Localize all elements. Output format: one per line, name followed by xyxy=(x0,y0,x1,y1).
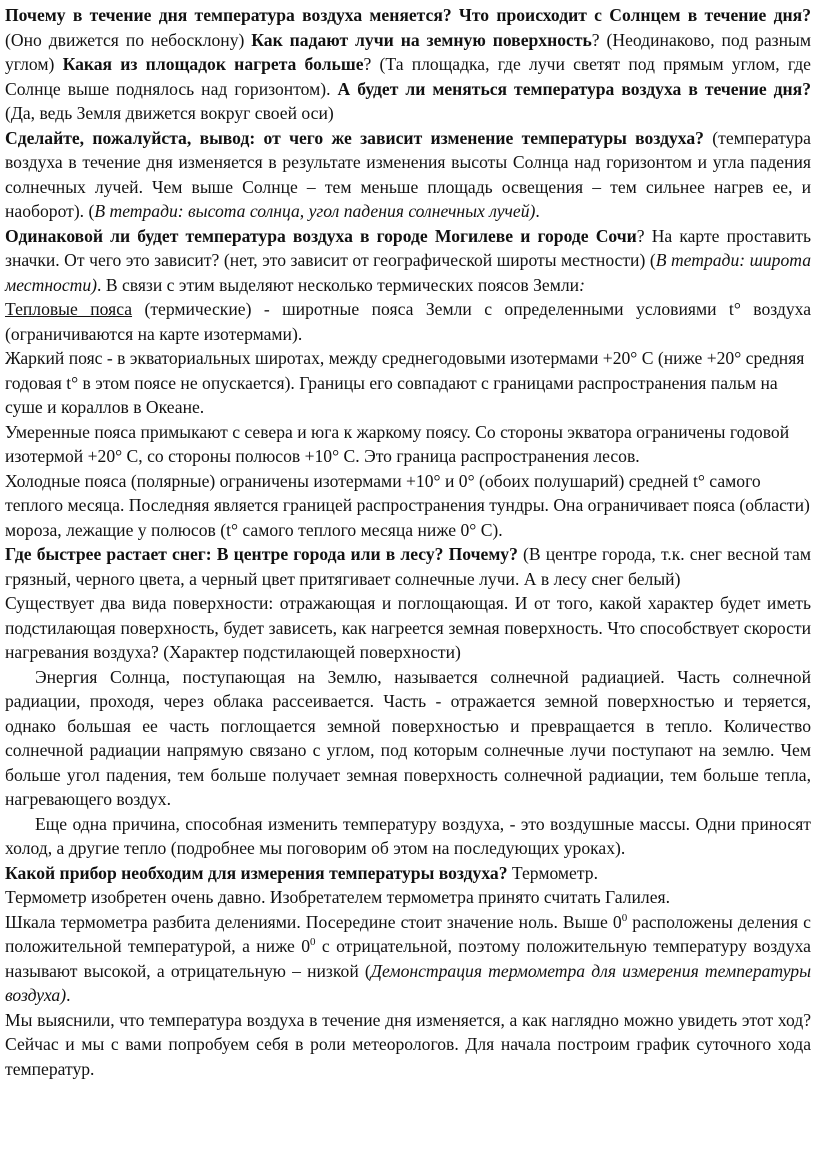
answer-text: . В связи с этим выделяют несколько термических поясов Земли xyxy=(97,274,580,295)
paragraph-air-masses: Еще одна причина, способная изменить температуру воздуха, - это воздушные массы. Одни приносят холод, а другие тепло (подробнее мы поговорим об этом на последующих уроках). xyxy=(5,813,811,858)
paragraph-temperate-belts: Умеренные пояса примыкают с севера и юга к жаркому поясу. Со стороны экватора ограничены годовой изотермой +20° С, со стороны полюсов +10° С. Это граница распространения лесов. xyxy=(5,421,790,466)
superscript-degree: 0 xyxy=(310,936,316,949)
answer-text: ? (Та площадка, где лучи светят под прямым углом, где Солнце выше поднялось над горизонтом). xyxy=(5,54,811,99)
question-text: Какой прибор необходим для измерения температуры воздуха? xyxy=(5,862,508,883)
paragraph-measuring-instrument xyxy=(5,861,811,886)
body-text: с отрицательной, поэтому положительную температуру воздуха называют высокой, а отрицательную – низкой ( xyxy=(5,936,811,981)
answer-text: (температура воздуха в течение дня изменяется в результате изменения высоты Солнца над горизонтом и угла падения солнечных лучей. Чем выше Солнце – тем меньше площадь освещения – тем сильнее нагрев ее, и наоборот). ( xyxy=(5,127,811,221)
paragraph-hot-belt: Жаркий пояс - в экваториальных широтах, между среднегодовыми изотермами +20° С (ниже +20° средняя годовая t° в этом поясе не опускается). Границы его совпадают с границами распространения пальм на суше и кораллов в Океане. xyxy=(5,348,805,417)
punctuation: : xyxy=(579,274,585,295)
paragraph-thermal-belts-definition xyxy=(5,297,811,346)
answer-text: ? (Неодинаково, под разным углом) xyxy=(5,29,811,74)
answer-text: Термометр. xyxy=(507,862,598,883)
punctuation: . xyxy=(66,985,71,1005)
paragraph-mogilev-sochi xyxy=(5,224,811,298)
paragraph-daily-graph-intro: Мы выяснили, что температура воздуха в течение дня изменяется, а как наглядно можно увидеть этот ход? Сейчас и мы с вами попробуем себя в роли метеорологов. Для начала построим график суточного хода температур. xyxy=(5,1009,811,1079)
term-thermal-belts: Тепловые пояса xyxy=(5,299,133,319)
superscript-degree: 0 xyxy=(621,911,628,924)
paragraph-solar-radiation: Энергия Солнца, поступающая на Землю, называется солнечной радиацией. Часть солнечной радиации, проходя, через облака рассеивается. Часть - отражается земной поверхностью и теряется, однако большая ее часть поглощается земной поверхностью и превращается в тепло. Количество солнечной радиации напрямую связано с углом, под которым солнечные лучи поступают на землю. Чем больше угол падения, тем больше получает земная поверхность солнечной радиации, тем больше тепла, нагревающего воздух. xyxy=(5,666,811,809)
question-text: Сделайте, пожалуйста, вывод: от чего же зависит изменение температуры воздуха? xyxy=(5,127,704,148)
paragraph-thermometer-history: Термометр изобретен очень давно. Изобретателем термометра принято считать Галилея. xyxy=(5,887,670,907)
notebook-note: В тетради: широта местности) xyxy=(5,250,811,295)
question-text: Одинаковой ли будет температура воздуха в городе Могилеве и городе Сочи xyxy=(5,225,637,246)
demonstration-note: Демонстрация термометра для измерения температуры воздуха) xyxy=(5,960,811,1005)
question-text: Где быстрее растает снег: В центре города или в лесу? Почему? xyxy=(5,544,518,564)
body-text: расположены деления с положительной температурой, а ниже 0 xyxy=(5,911,811,956)
question-text: Как падают лучи на земную поверхность xyxy=(251,29,592,50)
answer-text: (В центре города, т.к. снег весной там грязный, черного цвета, а черный цвет притягивает солнечные лучи. А в лесу снег белый) xyxy=(5,544,811,589)
question-text: А будет ли меняться температура воздуха в течение дня? xyxy=(337,78,811,99)
paragraph-thermometer-scale xyxy=(5,910,811,1008)
answer-text: ? На карте проставить значки. От чего это зависит? (нет, это зависит от географической широты местности) ( xyxy=(5,225,811,270)
question-text: Почему в течение дня температура воздуха меняется? Что происходит с Солнцем в течение дня? xyxy=(5,5,811,25)
paragraph-conclusion xyxy=(5,126,811,224)
notebook-note: В тетради: высота солнца, угол падения солнечных лучей) xyxy=(94,201,536,221)
answer-text: (Да, ведь Земля движется вокруг своей оси) xyxy=(5,103,334,123)
paragraph-daily-temperature-questions xyxy=(5,3,811,126)
body-text: Шкала термометра разбита делениями. Посередине стоит значение ноль. Выше 0 xyxy=(5,911,622,932)
paragraph-surface-types: Существует два вида поверхности: отражающая и поглощающая. И от того, какой характер будет иметь подстилающая поверхность, будет зависеть, как нагреется земная поверхность. Что способствует скорости нагревания воздуха? (Характер подстилающей поверхности) xyxy=(5,593,811,662)
punctuation: . xyxy=(535,201,540,221)
question-text: Какая из площадок нагрета больше xyxy=(62,54,364,74)
definition-text: (термические) - широтные пояса Земли с определенными условиями t° воздуха (ограничиваются на карте изотермами). xyxy=(5,299,812,344)
answer-text: (Оно движется по небосклону) xyxy=(5,29,252,50)
paragraph-snow-melting xyxy=(5,542,811,591)
paragraph-cold-belts: Холодные пояса (полярные) ограничены изотермами +10° и 0° (обоих полушарий) средней t° самого теплого месяца. Последняя является границей распространения тундры. Она ограничивает пояса (области) мороза, лежащие у полюсов (t° самого теплого месяца ниже 0° С). xyxy=(5,470,810,540)
